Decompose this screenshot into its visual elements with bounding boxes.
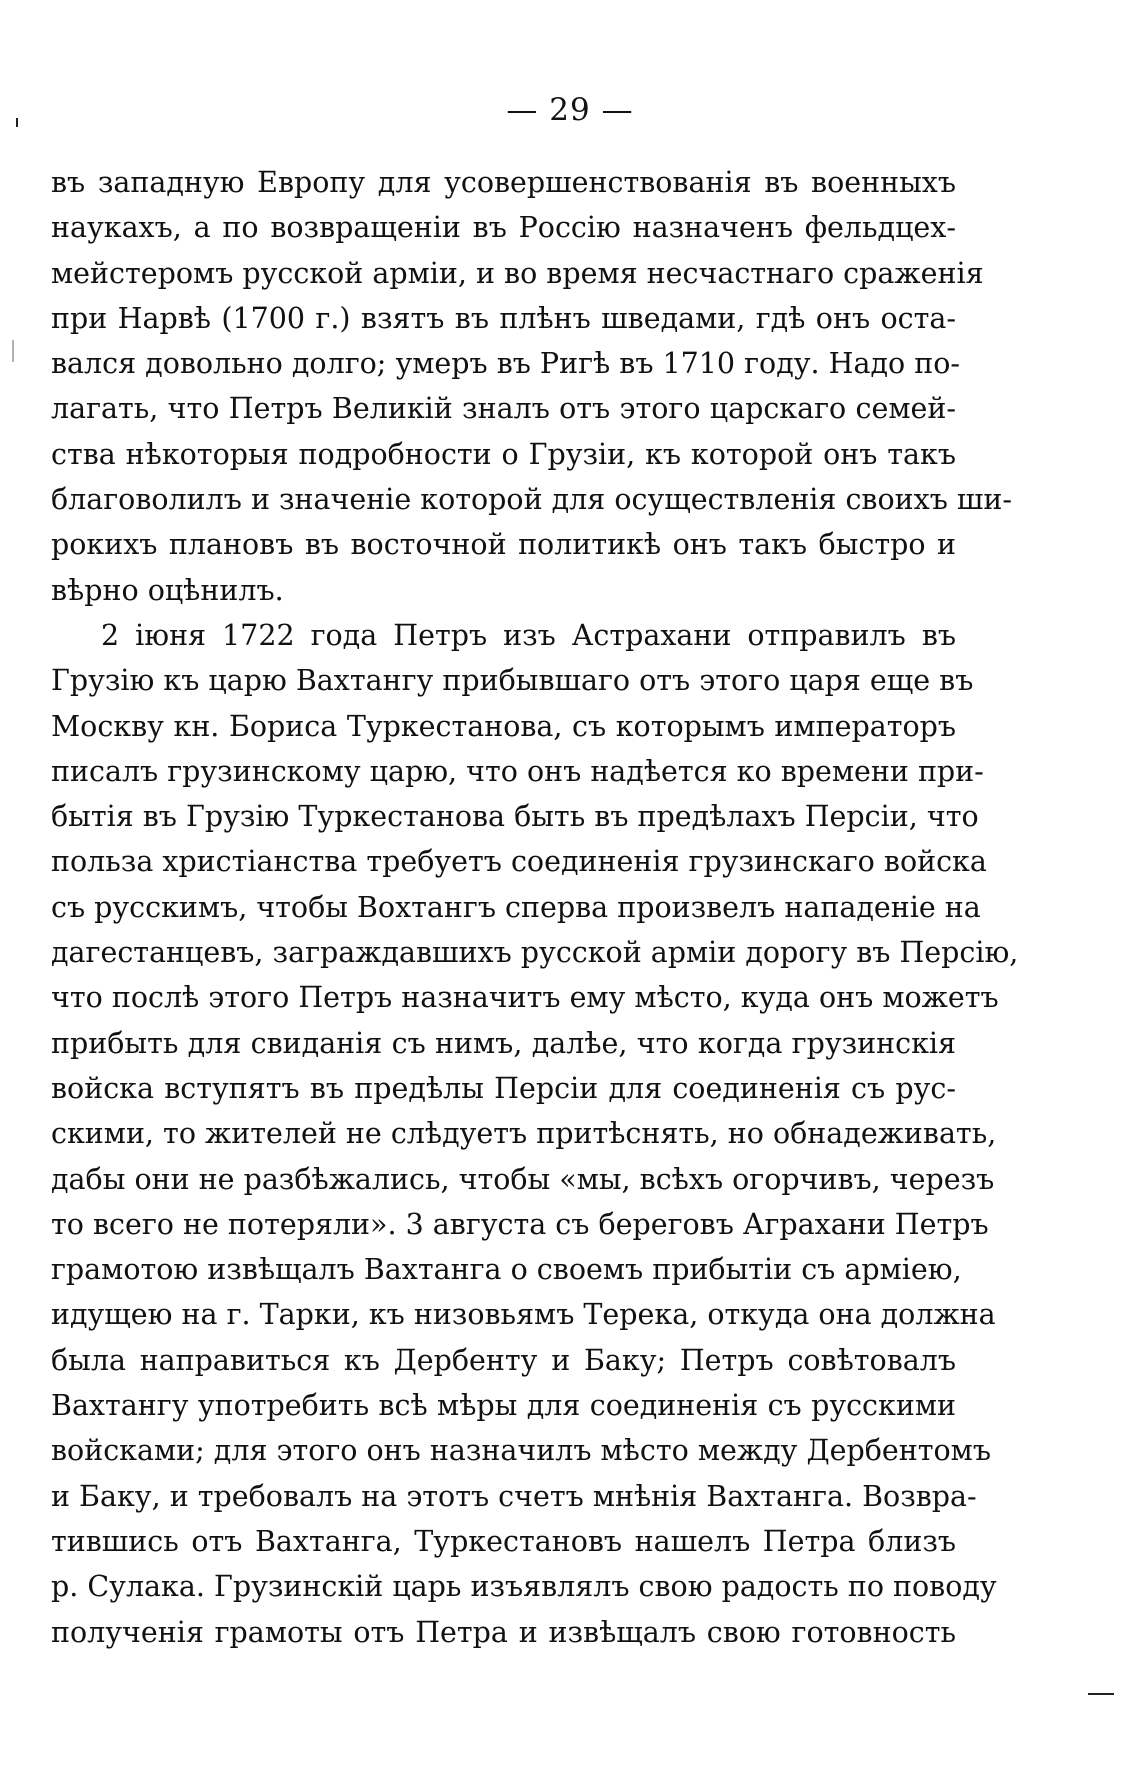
text-line: войска вступятъ въ предѣлы Персіи для соединенія съ рус- (51, 1071, 956, 1105)
text-line: скими, то жителей не слѣдуетъ притѣснять, но обнадеживать, (51, 1117, 997, 1151)
text-line: бытія въ Грузію Туркестанова быть въ предѣлахъ Персіи, что (51, 800, 979, 834)
text-line: р. Сулака. Грузинскій царь изъявлялъ свою радость по поводу (51, 1570, 997, 1604)
text-line: вался довольно долго; умеръ въ Ригѣ въ 1710 году. Надо по- (51, 347, 961, 381)
text-line: Москву кн. Бориса Туркестанова, съ которымъ императоръ (51, 709, 956, 743)
text-line: ства нѣкоторыя подробности о Грузіи, къ которой онъ такъ (51, 437, 956, 471)
text-line: дагестанцевъ, заграждавшихъ русской арміи дорогу въ Персію, (51, 936, 1019, 970)
text-line: польза христіанства требуетъ соединенія грузинскаго войска (51, 845, 987, 879)
text-line: и Баку, и требовалъ на этотъ счетъ мнѣнія Вахтанга. Возвра- (51, 1479, 977, 1513)
text-line: полученія грамоты отъ Петра и извѣщалъ свою готовность (51, 1615, 956, 1649)
text-line: мейстеромъ русской арміи, и во время несчастнаго сраженія (51, 256, 984, 290)
text-line: войсками; для этого онъ назначилъ мѣсто между Дербентомъ (51, 1434, 991, 1468)
scan-mark (16, 118, 18, 127)
text-line: то всего не потеряли». 3 августа съ береговъ Аграхани Петръ (51, 1207, 989, 1241)
text-line: наукахъ, а по возвращеніи въ Россію назначенъ фельдцех- (51, 211, 956, 245)
text-line: съ русскимъ, чтобы Вохтангъ сперва произвелъ нападеніе на (51, 890, 981, 924)
text-line: Вахтангу употребить всѣ мѣры для соединенія съ русскими (51, 1389, 956, 1423)
body-text (51, 160, 1019, 1655)
text-line: прибыть для свиданія съ нимъ, далѣе, что когда грузинскія (51, 1026, 956, 1060)
scan-mark (12, 340, 14, 362)
text-line: дабы они не разбѣжались, чтобы «мы, всѣхъ огорчивъ, черезъ (51, 1162, 995, 1196)
text-line: грамотою извѣщалъ Вахтанга о своемъ прибытіи съ арміею, (51, 1253, 962, 1287)
text-line: въ западную Европу для усовершенствованія въ военныхъ (51, 166, 956, 199)
scan-mark (1088, 1693, 1114, 1695)
text-line: была направиться къ Дербенту и Баку; Петръ совѣтовалъ (51, 1343, 956, 1377)
text-line: тившись отъ Вахтанга, Туркестановъ нашелъ Петра близъ (51, 1524, 956, 1558)
text-line: что послѣ этого Петръ назначитъ ему мѣсто, куда онъ можетъ (51, 981, 999, 1015)
text-line: благоволилъ и значеніе которой для осуществленія своихъ ши- (51, 483, 1013, 517)
paragraph-end-line: вѣрно оцѣнилъ. (51, 573, 284, 607)
text-line: рокихъ плановъ въ восточной политикѣ онъ такъ быстро и (51, 528, 956, 562)
text-line: идущею на г. Тарки, къ низовьямъ Терека, откуда она должна (51, 1298, 996, 1332)
text-line: Грузію къ царю Вахтангу прибывшаго отъ этого царя еще въ (51, 664, 974, 698)
paragraph-start-line: 2 іюня 1722 года Петръ изъ Астрахани отправилъ въ (101, 618, 956, 652)
text-line: писалъ грузинскому царю, что онъ надѣется ко времени при- (51, 754, 984, 788)
text-line: лагать, что Петръ Великій зналъ отъ этого царскаго семей- (51, 392, 956, 426)
text-line: при Нарвѣ (1700 г.) взятъ въ плѣнъ шведами, гдѣ онъ оста- (51, 301, 956, 335)
page-number: — 29 — (506, 92, 634, 128)
